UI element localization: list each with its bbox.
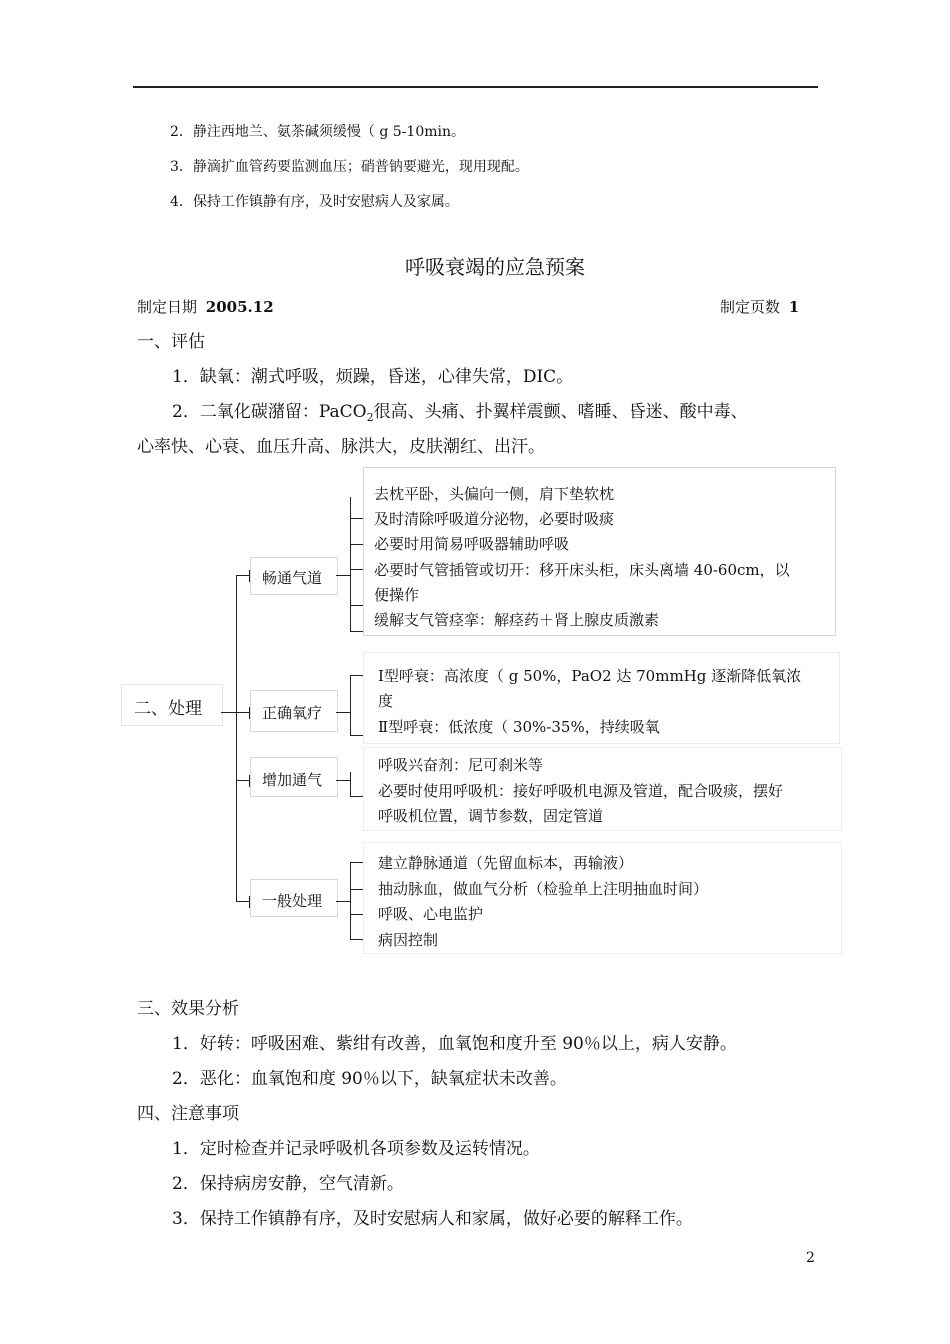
- branch3-label: 增加通气: [262, 771, 323, 789]
- branch4-item: 病因控制: [378, 931, 439, 949]
- tick-branch3: [236, 780, 250, 781]
- section1-item2-line2: 心率快、心衰、血压升高、脉洪大，皮肤潮红、出汗。: [137, 437, 545, 457]
- top-item-2: 2．静注西地兰、氨茶碱须缓慢（ g 5-10min。: [170, 124, 465, 140]
- tick-branch4: [236, 901, 250, 902]
- branch1-tick-c: [350, 569, 364, 570]
- branch2-item: Ⅰ型呼衰：高浓度（ g 50%，PaO2 达 70mmHg 逐渐降低氧浓: [378, 667, 802, 685]
- branch1-item: 必要时用简易呼吸器辅助呼吸: [374, 535, 570, 553]
- page-title: 呼吸衰竭的应急预案: [405, 255, 585, 279]
- trunk-line: [236, 575, 237, 902]
- pages-label: 制定页数: [720, 298, 781, 316]
- page-number: 2: [806, 1250, 815, 1266]
- branch3-tick-a: [350, 796, 364, 797]
- branch4-item: 呼吸、心电监护: [378, 905, 484, 923]
- branch2-item: Ⅱ型呼衰：低浓度（ 30%-35%，持续吸氧: [378, 718, 660, 736]
- section4-item: 2．保持病房安静，空气清新。: [172, 1174, 404, 1194]
- section4-heading: 四、注意事项: [137, 1104, 239, 1124]
- section1-item2-suffix: 很高、头痛、扑翼样震颤、嗜睡、昏迷、酸中毒、: [373, 402, 748, 422]
- section1-item2-prefix: 2．二氧化碳潴留：PaCO: [172, 402, 367, 422]
- branch1-tick-d: [350, 605, 364, 606]
- branch1-label: 畅通气道: [262, 569, 323, 587]
- branch1-tick-e: [350, 631, 364, 632]
- section3-item: 2．恶化：血氧饱和度 90％以下，缺氧症状未改善。: [172, 1069, 567, 1089]
- section3-heading: 三、效果分析: [137, 999, 239, 1019]
- branch3-item: 呼吸兴奋剂：尼可刹米等: [378, 756, 544, 774]
- pages-value: 1: [788, 298, 800, 316]
- branch1-tick-a: [350, 518, 364, 519]
- branch1-item: 去枕平卧，头偏向一侧，肩下垫软枕: [374, 485, 615, 503]
- top-item-4: 4．保持工作镇静有序，及时安慰病人及家属。: [170, 194, 459, 210]
- section4-item: 3．保持工作镇静有序，及时安慰病人和家属，做好必要的解释工作。: [172, 1209, 693, 1229]
- branch3-item: 呼吸机位置，调节参数，固定管道: [378, 807, 604, 825]
- branch4-label: 一般处理: [262, 892, 323, 910]
- branch2-label: 正确氧疗: [262, 704, 323, 722]
- section4-item: 1．定时检查并记录呼吸机各项参数及运转情况。: [172, 1139, 540, 1159]
- section1-item2-sub: 2: [366, 411, 374, 424]
- branch4-connector: [336, 901, 351, 902]
- top-item-3: 3．静滴扩血管药要监测血压；硝普钠要避光，现用现配。: [170, 159, 529, 175]
- branch2-bracket: [350, 675, 351, 735]
- branch1-connector: [336, 575, 351, 576]
- branch4-item: 建立静脉通道（先留血标本，再输液）: [378, 854, 634, 872]
- date-label: 制定日期: [137, 298, 198, 316]
- date-field: [137, 296, 274, 317]
- branch3-item: 必要时使用呼吸机：接好呼吸机电源及管道，配合吸痰，摆好: [378, 782, 784, 800]
- branch2-item: 度: [378, 692, 394, 710]
- tick-branch1: [236, 575, 250, 576]
- branch4-tick-a: [350, 862, 364, 863]
- diagram-root-label: 二、处理: [134, 699, 202, 719]
- section3-item: 1．好转：呼吸困难、紫绀有改善，血氧饱和度升至 90％以上，病人安静。: [172, 1034, 737, 1054]
- header-rule: [133, 86, 818, 88]
- branch2-connector: [336, 712, 351, 713]
- root-connector: [221, 712, 237, 713]
- section1-heading: 一、评估: [137, 332, 205, 352]
- pages-field: [720, 296, 799, 317]
- branch3-connector: [336, 780, 351, 781]
- branch1-item: 必要时气管插管或切开：移开床头柜，床头离墙 40-60cm，以: [374, 561, 790, 579]
- branch1-item: 缓解支气管痉挛：解痉药＋肾上腺皮质激素: [374, 611, 660, 629]
- branch4-item: 抽动脉血，做血气分析（检验单上注明抽血时间）: [378, 880, 709, 898]
- tick-branch2: [236, 712, 250, 713]
- branch1-item: 便操作: [374, 586, 420, 604]
- date-value: 2005.12: [205, 298, 274, 316]
- branch4-bracket: [350, 862, 351, 940]
- branch4-tick-b: [350, 889, 364, 890]
- branch2-tick-b: [350, 735, 364, 736]
- section1-item2: [172, 397, 748, 424]
- branch3-bracket: [350, 772, 351, 796]
- branch4-tick-d: [350, 939, 364, 940]
- branch2-tick-a: [350, 675, 364, 676]
- branch1-item: 及时清除呼吸道分泌物，必要时吸痰: [374, 510, 615, 528]
- branch1-tick-b: [350, 544, 364, 545]
- section1-item1: 1．缺氧：潮式呼吸，烦躁，昏迷，心律失常，DIC。: [172, 367, 574, 387]
- branch4-tick-c: [350, 914, 364, 915]
